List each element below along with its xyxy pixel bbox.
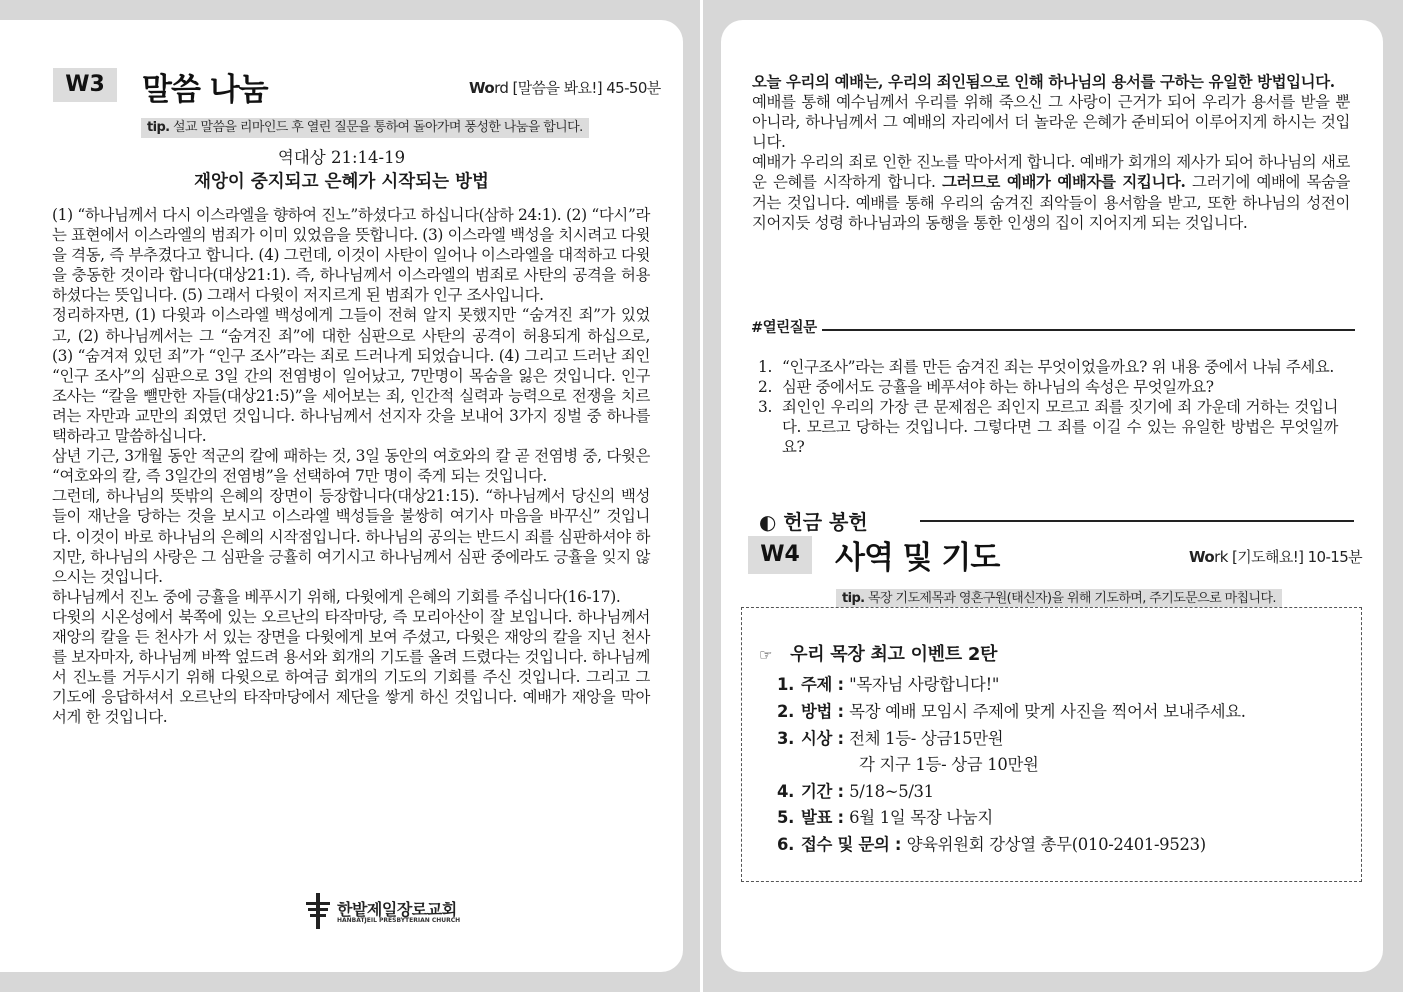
left-page [0,20,683,972]
event-item-number: 5. [777,808,795,827]
event-item-value: 각 지구 1등- 상금 10만원 [859,755,1039,774]
event-item-value: 목장 예배 모임시 주제에 맞게 사진을 찍어서 보내주세요. [849,702,1246,721]
paragraph: 하나님께서 진노 중에 긍휼을 베푸시기 위해, 다윗에게 은혜의 기회를 주십니다(16-17). [52,587,621,606]
event-item-separator: : [889,835,907,854]
event-item-number: 1. [777,675,795,694]
open-questions-title: #열린질문 [751,320,817,336]
offering-rule [920,520,1354,522]
sermon-subtitle: 재앙이 중지되고 은혜가 시작되는 방법 [194,172,489,192]
event-item [777,698,1246,722]
event-item-separator: : [832,808,850,827]
event-item-value: 5/18~5/31 [849,782,934,801]
worship-text [752,72,1350,233]
paragraph: 예배를 통해 예수님께서 우리를 위해 죽으신 그 사랑이 근거가 되어 우리가 용서를 받을 뿐 아니라, 하나님께서 그 예배의 자리에서 더 놀라운 은혜가 준비되어 이루어지게 하시는 것입니다. [752,93,1350,152]
section-meta: Word [말씀을 봐요!] 45-50분 [469,79,661,97]
event-item-number: 3. [777,729,795,748]
event-item-value: 6월 1일 목장 나눔지 [849,808,993,827]
event-item-number: 4. [777,782,795,801]
event-item-value: 양육위원회 강상열 총무(010-2401-9523) [906,835,1206,854]
section-title: 사역 및 기도 [835,540,1000,576]
event-item [777,804,993,828]
question-item: 3. 죄인인 우리의 가장 큰 문제점은 죄인지 모르고 죄를 짓기에 죄 가운데 거하는 것입니다. 모르고 당하는 것입니다. 그렇다면 그 죄를 이길 수 있는 유일한 방법은 무엇일까요? [758,398,1338,457]
event-item [777,725,1003,749]
event-item-value: 전체 1등- 상금15만원 [849,729,1004,748]
church-name-english: HANBATJEIL PRESBYTERIAN CHURCH [337,917,461,924]
event-item-key: 시상 [801,729,833,748]
event-item-value: "목자님 사랑합니다!" [849,675,1000,694]
event-item-key: 기간 [801,782,833,801]
event-item-separator: : [832,782,850,801]
event-item-separator: : [832,702,850,721]
paragraph-bold: 오늘 우리의 예배는, 우리의 죄인됨으로 인해 하나님의 용서를 구하는 유일한 방법입니다. [752,73,1335,91]
event-item-number: 2. [777,702,795,721]
event-item [777,778,934,802]
section-title: 말씀 나눔 [142,72,268,108]
event-item-key: 접수 및 문의 [801,835,890,854]
event-item-separator: : [832,675,850,694]
open-questions-rule [822,329,1355,331]
question-item: 2. 심판 중에서도 긍휼을 베푸셔야 하는 하나님의 속성은 무엇일까요? [758,378,1214,397]
offering-heading [759,506,868,535]
paragraph: 정리하자면, (1) 다윗과 이스라엘 백성에게 그들이 전혀 알지 못했지만 “숨겨진 죄”가 있었고, (2) 하나님께서는 그 “숨겨진 죄”에 대한 심판으로 사탄의 공격이 허용되게 하십으로, (3) “숨겨져 있던 죄”가 “인구 조사”라는 죄로 드러나게 되었습니다. (4) 그리고 드러난 죄인 “인구 조사”의 심판으로 3일 간의 전염병이 일어났고, 7만명이 목숨을 잃은 것입니다. 인구조사는 “칼을 뺄만한 자들(대상21:5)”을 세어보는 죄, 인간적 실력과 능력으로 전쟁을 치르려는 자만과 교만의 죄였던 것입니다. 하나님께서 선지자 갓을 보내어 3가지 징벌 중 하나를 택하라고 말씀하십니다. [52,306,650,446]
right-page [721,20,1383,972]
event-item-key: 주제 [801,675,833,694]
paragraph: 다윗의 시온성에서 북쪽에 있는 오르난의 타작마당, 즉 모리아산이 잘 보입니다. 하나님께서 재앙의 칼을 든 천사가 서 있는 장면을 다윗에게 보여 주셨고, 다윗은 재앙의 칼을 지닌 천사를 보자마자, 하나님께 바짝 엎드려 용서와 회개의 기도를 올려 드렸다는 것입니다. 하나님께서 진노를 거두시기 위해 다윗으로 하여금 회개의 기도의 기회를 주신 것입니다. 그리고 그 기도에 응답하셔서 오르난의 타작마당에서 제단을 쌓게 하신 것입니다. 예배가 재앙을 막아서게 한 것입니다. [52,607,650,727]
section-badge: W3 [53,68,117,102]
sermon-body [52,205,650,727]
paragraph: 예배가 우리의 죄로 인한 진노를 막아서게 합니다. 예배가 회개의 제사가 되어 하나님의 새로운 은혜를 시작하게 합니다. 그러므로 예배가 예배자를 지킵니다. 그러기에 예배에 목숨을 거는 것입니다. 예배를 통해 우리의 숨겨진 죄악들이 용서함을 받고, 또한 하나님의 성전이 지어지듯 성령 하나님과의 동행을 통한 인생의 집이 지어지게 되는 것입니다. [752,153,1350,232]
event-item [777,671,999,695]
paragraph: 그런데, 하나님의 뜻밖의 은혜의 장면이 등장합니다(대상21:15). “하나님께서 당신의 백성들이 재난을 당하는 것을 보시고 이스라엘 백성들을 불쌍히 여기사 마음을 바꾸신” 것입니다. 이것이 바로 하나님의 은혜의 시작점입니다. 하나님의 공의는 반드시 죄를 심판하셔야 하지만, 하나님의 사랑은 그 심판을 긍휼히 여기시고 하나님께서 심판 중에라도 긍휼을 잊지 않으시는 것입니다. [52,487,650,586]
cross-logo-icon [303,893,333,929]
half-circle-icon: ◐ [759,510,777,534]
section-meta: Work [기도해요!] 10-15분 [1189,548,1363,566]
event-item [859,751,1039,775]
event-item-number: 6. [777,835,795,854]
scripture-reference: 역대상 21:14-19 [277,148,406,167]
section-badge: W4 [748,536,812,574]
open-questions-list [752,357,1338,457]
tip-bar: tip. 목장 기도제목과 영혼구원(태신자)을 위해 기도하며, 주기도문으로 마칩니다. [836,589,1282,609]
tip-bar: tip. 설교 말씀을 리마인드 후 열린 질문을 통하여 돌아가며 풍성한 나눔을 합니다. [141,118,589,138]
paragraph: 삼년 기근, 3개월 동안 적군의 칼에 패하는 것, 3일 동안의 여호와의 칼 곧 전염병 중, 다윗은 “여호와의 칼, 즉 3일간의 전염병”을 선택하여 7만 명이 죽게 되는 것입니다. [52,447,650,486]
offering-label: 헌금 봉헌 [783,510,868,534]
event-item-separator: : [832,729,850,748]
event-item-key: 발표 [801,808,833,827]
paragraph: (1) “하나님께서 다시 이스라엘을 향하여 진노”하셨다고 하십니다(삼하 24:1). (2) “다시”라는 표현에서 이스라엘의 범죄가 이미 있었음을 뜻합니다. (3) 이스라엘 백성을 치시려고 다윗을 격동, 즉 부추겼다고 합니다. (4) 그런데, 이것이 사탄이 일어나 이스라엘을 대적하고 다윗을 충동한 것이라 합니다(대상21:1). 즉, 하나님께서 이스라엘의 범죄로 사탄의 공격을 허용하셨다는 뜻입니다. (5) 그래서 다윗이 저지르게 된 범죄가 인구 조사입니다. [52,206,650,305]
pointing-hand-icon: ☞ [759,646,773,664]
church-logo [303,893,483,933]
event-item [777,831,1206,855]
church-name: 한밭제일장로교회 [337,900,457,919]
question-item: 1. “인구조사”라는 죄를 만든 숨겨진 죄는 무엇이었을까요? 위 내용 중에서 나눠 주세요. [758,358,1334,376]
event-title: ☞ 우리 목장 최고 이벤트 2탄 [759,644,998,665]
event-item-key: 방법 [801,702,833,721]
